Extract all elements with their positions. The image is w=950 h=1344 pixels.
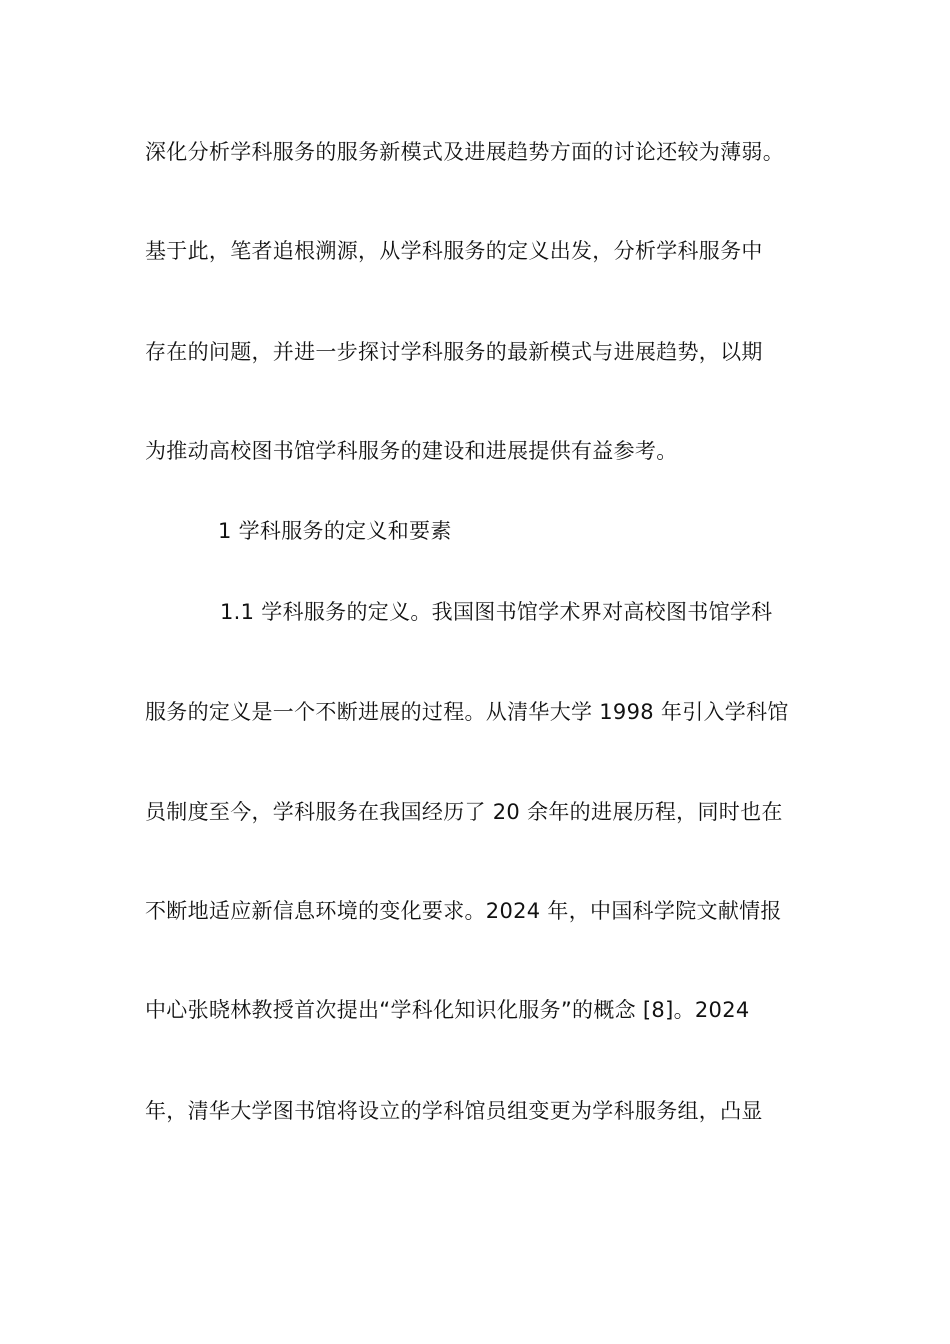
paragraph-line: 员制度至今，学科服务在我国经历了 20 余年的进展历程，同时也在 [145, 800, 783, 824]
paragraph-line: 深化分析学科服务的服务新模式及进展趋势方面的讨论还较为薄弱。 [145, 140, 784, 164]
paragraph-line: 不断地适应新信息环境的变化要求。2024 年，中国科学院文献情报 [145, 899, 782, 923]
paragraph-line: 存在的问题，并进一步探讨学科服务的最新模式与进展趋势，以期 [145, 340, 763, 364]
paragraph-line: 基于此，笔者追根溯源，从学科服务的定义出发，分析学科服务中 [145, 239, 763, 263]
subsection-line: 1.1 学科服务的定义。我国图书馆学术界对高校图书馆学科 [220, 600, 773, 624]
paragraph-line: 为推动高校图书馆学科服务的建设和进展提供有益参考。 [145, 439, 678, 463]
section-heading: 1 学科服务的定义和要素 [218, 519, 452, 543]
paragraph-line: 中心张晓林教授首次提出“学科化知识化服务”的概念 [8]。2024 [145, 998, 750, 1022]
paragraph-line: 服务的定义是一个不断进展的过程。从清华大学 1998 年引入学科馆 [145, 700, 789, 724]
paragraph-line: 年，清华大学图书馆将设立的学科馆员组变更为学科服务组，凸显 [145, 1099, 763, 1123]
